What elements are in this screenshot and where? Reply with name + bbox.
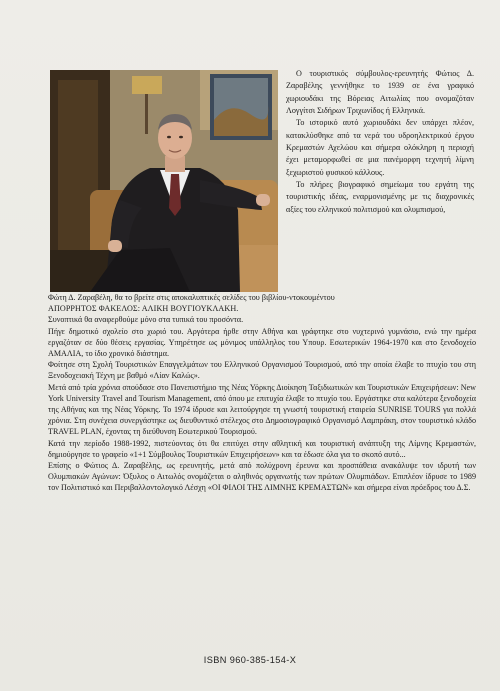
bio-paragraph: Το πλήρες βιογραφικό σημείωμα του εργάτη της τουριστικής ιδέας, εναρμονισμένης με τις διαχρονικές αξίες του ελληνικού πολιτισμού και ολυμπισμού, bbox=[286, 180, 474, 214]
bio-paragraph: Πήγε δημοτικό σχολείο στο χωριό του. Αργότερα ήρθε στην Αθήνα και γράφτηκε στο νυχτερινό γυμνάσιο, ενώ την ημέρα εργαζόταν σε δύο θέσεις εργασίας. Υπηρέτησε ως μόνιμος υπάλληλος του Υπουρ. Εσωτερικών 1964-1970 και στο ξενοδοχείο ΑΜΑΛΙΑ, το ίδιο χρονικό διάστημα. bbox=[48, 326, 476, 359]
isbn-label: ISBN 960-385-154-X bbox=[203, 655, 297, 665]
bio-paragraph: Φοίτησε στη Σχολή Τουριστικών Επαγγελμάτων του Ελληνικού Οργανισμού Τουρισμού, από την οποία έλαβε το πτυχίο του στη Ξενοδοχειακή Τέχνη με βαθμό «Λίαν Καλώς». bbox=[48, 360, 476, 381]
author-portrait-photo bbox=[50, 70, 278, 292]
book-title-heading: ΑΠΟΡΡΗΤΟΣ ΦΑΚΕΛΟΣ: ΑΛΙΚΗ ΒΟΥΓΙΟΥΚΛΑΚΗ. bbox=[48, 304, 239, 314]
bio-full-width bbox=[48, 292, 476, 494]
bio-continuation: Φώτη Δ. Ζαραβέλη, θα το βρείτε στις αποκαλυπτικές σελίδες του βιβλίου-ντοκουμέντου bbox=[48, 293, 335, 302]
bio-paragraph: Επίσης ο Φώτιος Δ. Ζαραβέλης, ως ερευνητής, μετά από πολύχρονη έρευνα και προσπάθεια ανακάλυψε τον ιδρυτή των Ολυμπιακών Αγώνων: Όξυλος ο Αιτωλός ονομάζεται ο αληθινός οργανωτής των πρώτων Ολυμπιάδων. Επιπλέον ίδρυσε το 1989 τον Πολιτιστικό και Περιβαλλοντολογικό Λέσχη «ΟΙ ΦΙΛΟΙ ΤΗΣ ΛΙΜΝΗΣ ΚΡΕΜΑΣΤΩΝ» και σήμερα είναι πρόεδρος του Δ.Σ. bbox=[48, 461, 476, 493]
bio-paragraph: Κατά την περίοδο 1988-1992, πιστεύοντας ότι θα επιτύχει στην αθλητική και τουριστική ανάπτυξη της Λίμνης Κρεμαστών, δημιούργησε το γραφείο «1+1 Σύμβουλος Τουριστικών Επιχειρήσεων» και τα έδωσε όλα για το σκοπό αυτό... bbox=[48, 438, 476, 459]
bio-paragraph: Μετά από τρία χρόνια σπούδασε στο Πανεπιστήμιο της Νέας Υόρκης Διοίκηση Ταξιδιωτικών και Τουριστικών Επιχειρήσεων: New York University Travel and Tourism Management, από όπου με επιτυχία έλαβε το πτυχίο του. Εργάστηκε στα καλύτερα ξενοδοχεία της Αθήνας και της Νέας Υόρκης. Το 1974 ίδρυσε και λειτούργησε τη γνωστή τουριστική εταιρεία SUNRISE TOURS για πολλά χρόνια. Στη συνέχεια συνεργάστηκε ως διευθυντικό στέλεχος στο Δημοσιογραφικό Οργανισμό Λαμπράκη, στον τουριστικό κλάδο TRAVEL PLAN, έχοντας τη διεύθυνση Εσωτερικού Τουρισμού. bbox=[48, 382, 476, 437]
bio-paragraph: Συνοπτικά θα αναφερθούμε μόνο στα τυπικά του προσόντα. bbox=[48, 315, 244, 325]
bio-right-column bbox=[286, 68, 474, 216]
bio-paragraph: Ο τουριστικός σύμβουλος-ερευνητής Φώτιος Δ. Ζαραβέλης γεννήθηκε το 1939 σε ένα γραφικό χωριουδάκι της Βόρειας Αιτωλίας που ονομαζόταν Λογγίτσι Σιδήρων Τριχωνίδος ή Ελληνικά. bbox=[286, 69, 474, 116]
bio-paragraph: Το ιστορικό αυτό χωριουδάκι δεν υπάρχει πλέον, κατακλύσθηκε από τα νερά του υδροηλεκτρικού έργου Κρεμαστών Αχελώου και σήμερα ολόκληρη η περιοχή έχει μεταμορφωθεί σε μια πανέμορφη τεχνητή λίμνη ξεχωριστού φυσικού κάλλους. bbox=[286, 118, 474, 177]
